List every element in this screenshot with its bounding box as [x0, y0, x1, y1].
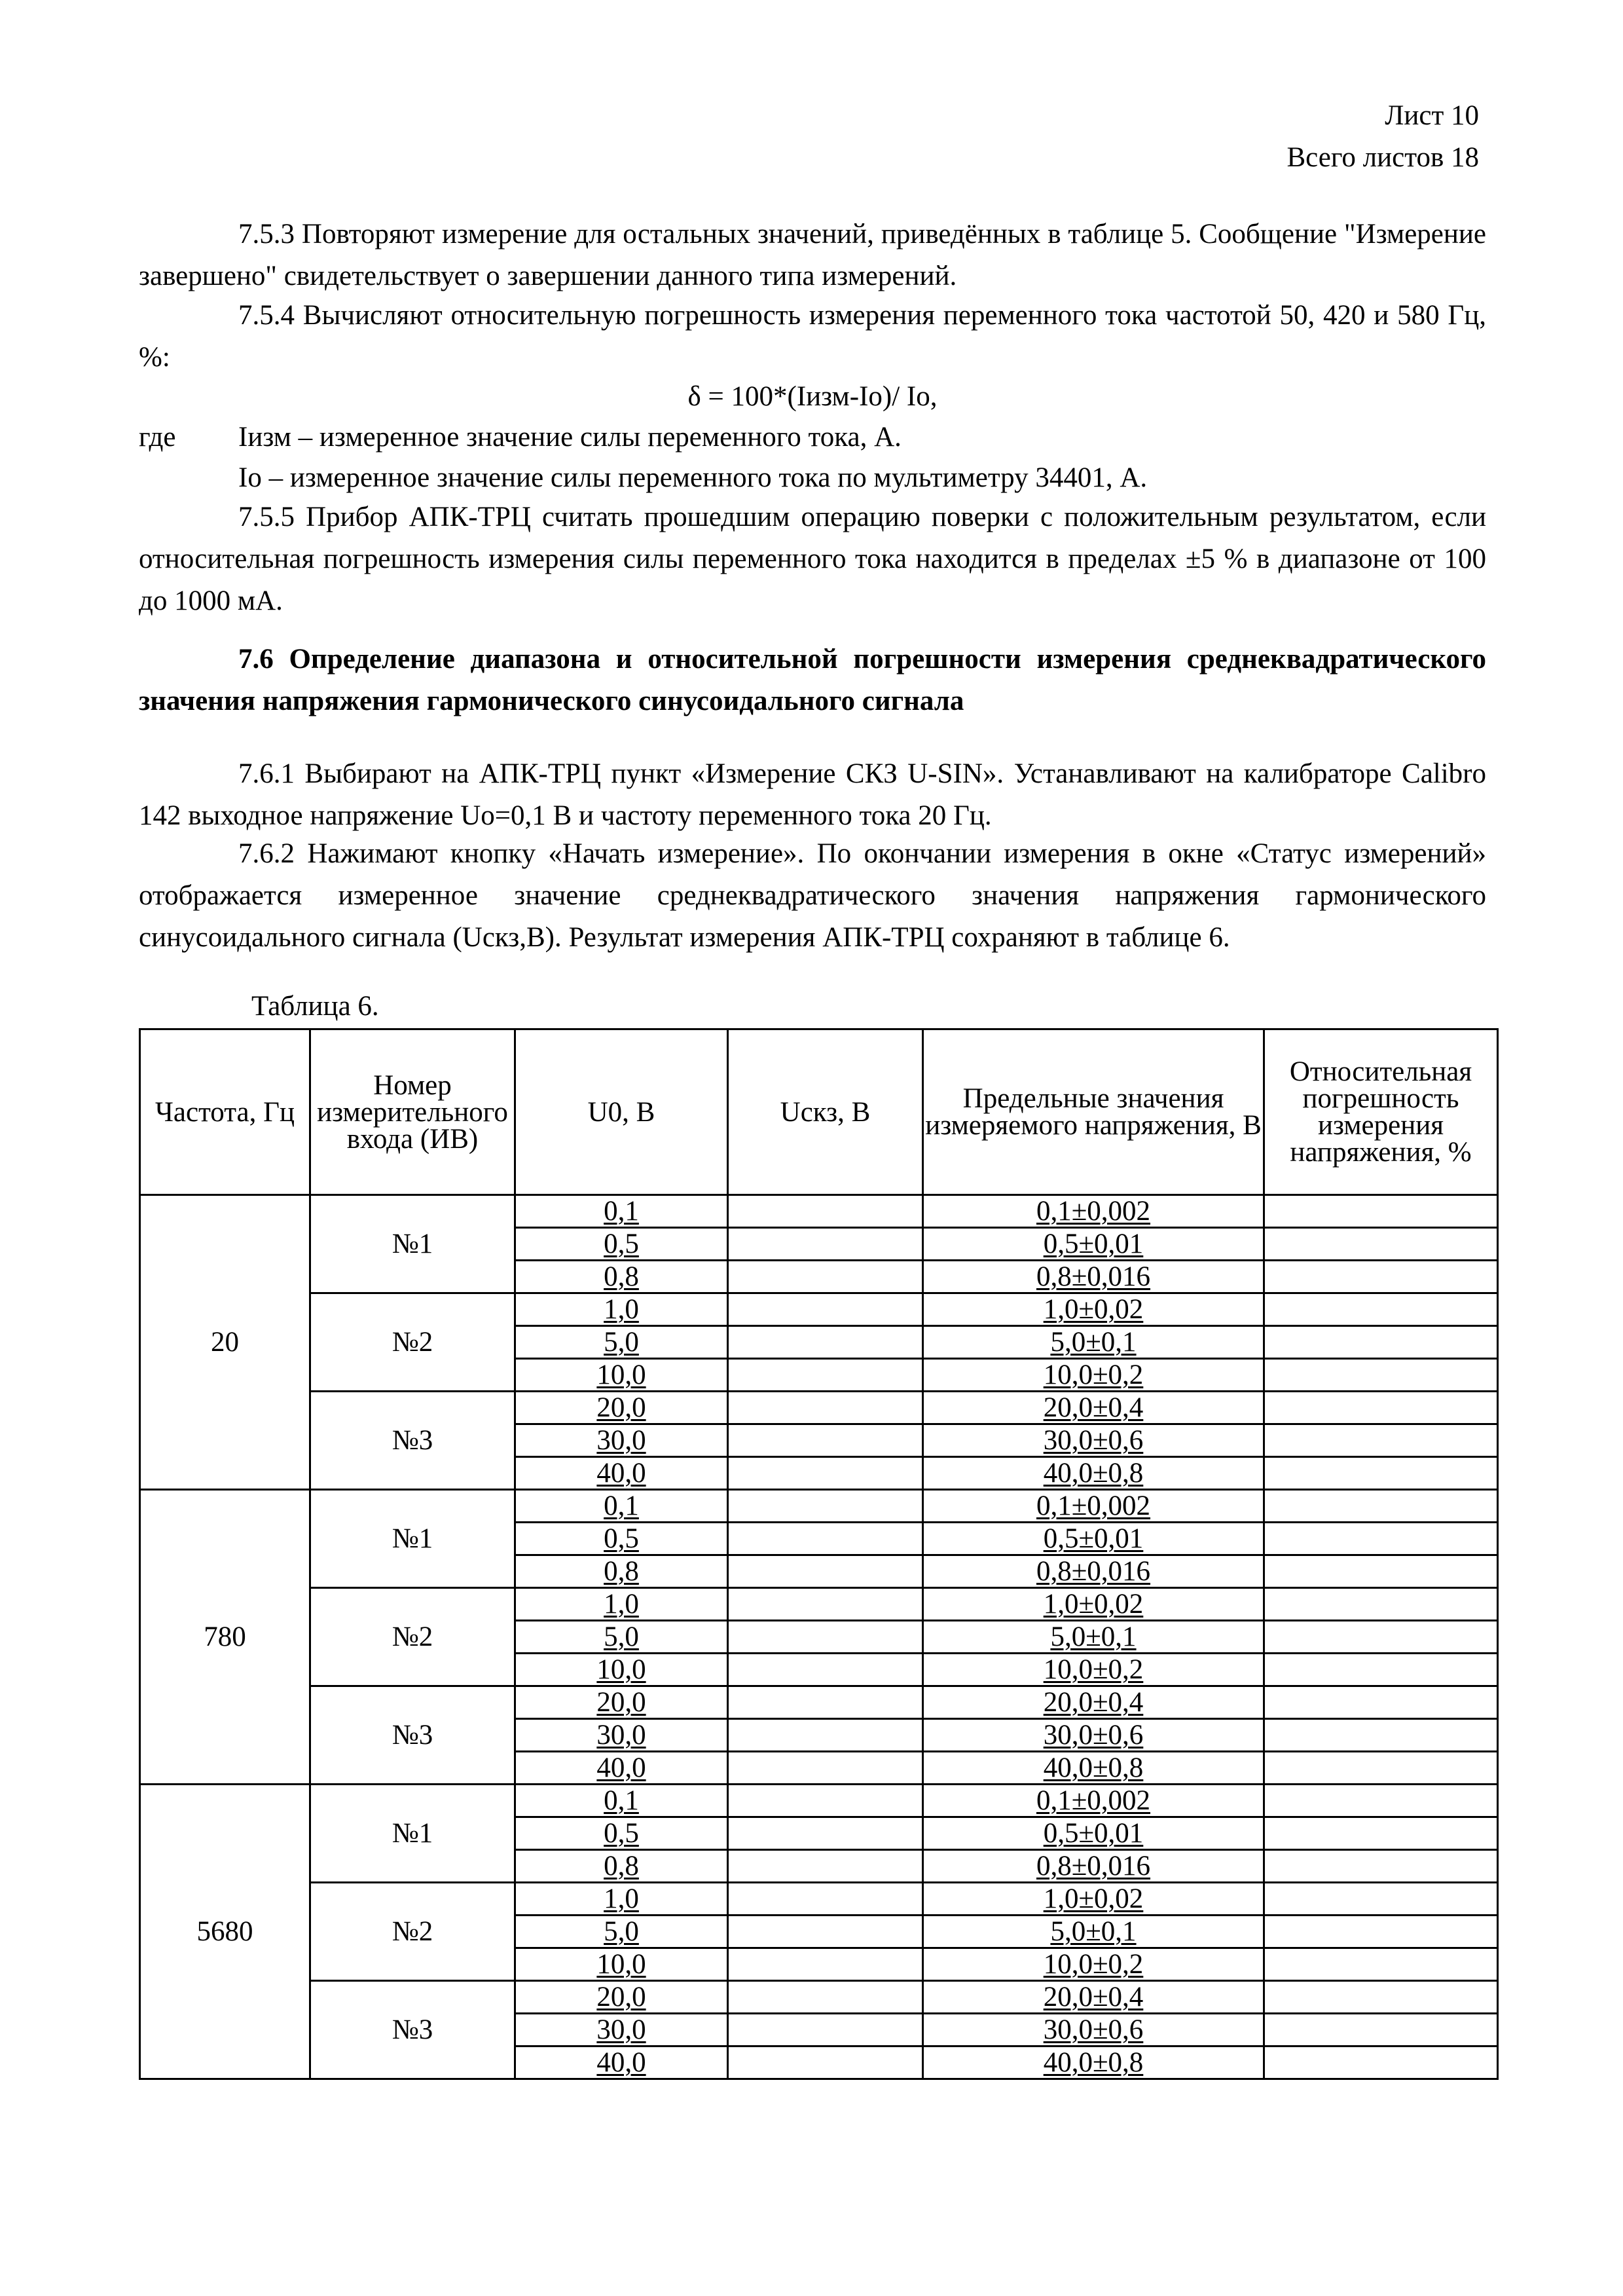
- u0-cell: 0,5: [515, 1523, 728, 1555]
- limit-cell: 0,8±0,016: [923, 1850, 1264, 1883]
- header-usk: Uскз, В: [728, 1029, 923, 1195]
- header-frequency: Частота, Гц: [140, 1029, 310, 1195]
- usk-cell: [728, 1850, 923, 1883]
- u0-cell: 1,0: [515, 1883, 728, 1916]
- error-cell: [1264, 1457, 1498, 1490]
- limit-cell: 30,0±0,6: [923, 2014, 1264, 2046]
- usk-cell: [728, 1326, 923, 1359]
- limit-cell: 1,0±0,02: [923, 1883, 1264, 1916]
- u0-cell: 40,0: [515, 2046, 728, 2079]
- usk-cell: [728, 1588, 923, 1621]
- limit-cell: 0,5±0,01: [923, 1817, 1264, 1850]
- u0-cell: 1,0: [515, 1293, 728, 1326]
- limit-cell: 40,0±0,8: [923, 2046, 1264, 2079]
- table-row: [140, 1686, 1498, 1719]
- u0-cell: 10,0: [515, 1948, 728, 1981]
- limit-cell: 0,1±0,002: [923, 1195, 1264, 1228]
- limit-cell: 5,0±0,1: [923, 1326, 1264, 1359]
- error-cell: [1264, 1555, 1498, 1588]
- limit-cell: 5,0±0,1: [923, 1916, 1264, 1948]
- limit-cell: 10,0±0,2: [923, 1654, 1264, 1686]
- frequency-cell: 5680: [140, 1785, 310, 2079]
- header-limits: Предельные значения измеряемого напряжения, В: [923, 1029, 1264, 1195]
- section-heading-7-6: 7.6 Определение диапазона и относительной погрешности измерения среднеквадратического значения напряжения гармонического синусоидального сигнала: [139, 644, 1486, 716]
- u0-cell: 0,1: [515, 1785, 728, 1817]
- formula: δ = 100*(Iизм-Io)/ Io,: [687, 381, 938, 412]
- paragraph-7-5-5: 7.5.5 Прибор АПК-ТРЦ считать прошедшим операцию поверки с положительным результатом, если относительная погрешность измерения силы переменного тока находится в пределах ±5 % в диапазоне от 100 до 1000 мА.: [139, 502, 1486, 616]
- header-input-number: Номер измерительного входа (ИВ): [310, 1029, 515, 1195]
- limit-cell: 1,0±0,02: [923, 1588, 1264, 1621]
- paragraph-7-5-3: 7.5.3 Повторяют измерение для остальных значений, приведённых в таблице 5. Сообщение "Измерение завершено" свидетельствует о завершении данного типа измерений.: [139, 219, 1486, 291]
- input-number-cell: №3: [310, 1981, 515, 2079]
- error-cell: [1264, 1719, 1498, 1752]
- error-cell: [1264, 1424, 1498, 1457]
- error-cell: [1264, 1490, 1498, 1523]
- u0-cell: 5,0: [515, 1326, 728, 1359]
- limit-cell: 10,0±0,2: [923, 1359, 1264, 1392]
- error-cell: [1264, 1817, 1498, 1850]
- limit-cell: 0,5±0,01: [923, 1228, 1264, 1261]
- error-cell: [1264, 1981, 1498, 2014]
- usk-cell: [728, 1195, 923, 1228]
- error-cell: [1264, 2046, 1498, 2079]
- limit-cell: 0,8±0,016: [923, 1261, 1264, 1293]
- frequency-cell: 780: [140, 1490, 310, 1785]
- limit-cell: 5,0±0,1: [923, 1621, 1264, 1654]
- limit-cell: 0,5±0,01: [923, 1523, 1264, 1555]
- table-row: [140, 1883, 1498, 1916]
- usk-cell: [728, 1719, 923, 1752]
- usk-cell: [728, 1948, 923, 1981]
- error-cell: [1264, 1588, 1498, 1621]
- limit-cell: 40,0±0,8: [923, 1752, 1264, 1785]
- u0-cell: 40,0: [515, 1752, 728, 1785]
- error-cell: [1264, 1392, 1498, 1424]
- error-cell: [1264, 1523, 1498, 1555]
- error-cell: [1264, 1686, 1498, 1719]
- table-6: [139, 1028, 1499, 2080]
- limit-cell: 40,0±0,8: [923, 1457, 1264, 1490]
- u0-cell: 0,1: [515, 1195, 728, 1228]
- error-cell: [1264, 1293, 1498, 1326]
- limit-cell: 20,0±0,4: [923, 1686, 1264, 1719]
- frequency-cell: 20: [140, 1195, 310, 1490]
- table-row: [140, 1490, 1498, 1523]
- usk-cell: [728, 1359, 923, 1392]
- input-number-cell: №3: [310, 1392, 515, 1490]
- table-row: [140, 1195, 1498, 1228]
- input-number-cell: №2: [310, 1293, 515, 1392]
- u0-cell: 30,0: [515, 2014, 728, 2046]
- sheet-number: Лист 10: [1385, 100, 1479, 131]
- usk-cell: [728, 1555, 923, 1588]
- usk-cell: [728, 1621, 923, 1654]
- table-header-row: [140, 1029, 1498, 1195]
- usk-cell: [728, 1293, 923, 1326]
- u0-cell: 30,0: [515, 1424, 728, 1457]
- u0-cell: 20,0: [515, 1686, 728, 1719]
- u0-cell: 30,0: [515, 1719, 728, 1752]
- u0-cell: 10,0: [515, 1359, 728, 1392]
- u0-cell: 0,1: [515, 1490, 728, 1523]
- limit-cell: 30,0±0,6: [923, 1719, 1264, 1752]
- error-cell: [1264, 1621, 1498, 1654]
- header-u0: U0, В: [515, 1029, 728, 1195]
- usk-cell: [728, 1424, 923, 1457]
- limit-cell: 0,8±0,016: [923, 1555, 1264, 1588]
- paragraph-7-5-4: 7.5.4 Вычисляют относительную погрешность измерения переменного тока частотой 50, 420 и 580 Гц, %:: [139, 300, 1486, 373]
- u0-cell: 5,0: [515, 1621, 728, 1654]
- table-caption: Таблица 6.: [251, 991, 379, 1022]
- where-definition-1: Iизм – измеренное значение силы переменного тока, А.: [238, 422, 902, 453]
- usk-cell: [728, 1817, 923, 1850]
- input-number-cell: №3: [310, 1686, 515, 1785]
- u0-cell: 0,8: [515, 1850, 728, 1883]
- input-number-cell: №2: [310, 1588, 515, 1686]
- usk-cell: [728, 1523, 923, 1555]
- error-cell: [1264, 1916, 1498, 1948]
- table-row: [140, 1392, 1498, 1424]
- u0-cell: 5,0: [515, 1916, 728, 1948]
- u0-cell: 0,8: [515, 1261, 728, 1293]
- usk-cell: [728, 2046, 923, 2079]
- usk-cell: [728, 1261, 923, 1293]
- table-row: [140, 1293, 1498, 1326]
- error-cell: [1264, 1752, 1498, 1785]
- table-row: [140, 1981, 1498, 2014]
- limit-cell: 30,0±0,6: [923, 1424, 1264, 1457]
- where-definition-2: Io – измеренное значение силы переменного тока по мультиметру 34401, А.: [238, 462, 1148, 493]
- usk-cell: [728, 1228, 923, 1261]
- usk-cell: [728, 1785, 923, 1817]
- u0-cell: 40,0: [515, 1457, 728, 1490]
- limit-cell: 20,0±0,4: [923, 1981, 1264, 2014]
- usk-cell: [728, 1654, 923, 1686]
- error-cell: [1264, 1785, 1498, 1817]
- error-cell: [1264, 1261, 1498, 1293]
- usk-cell: [728, 1392, 923, 1424]
- error-cell: [1264, 1948, 1498, 1981]
- where-label: где: [139, 422, 176, 453]
- error-cell: [1264, 1195, 1498, 1228]
- limit-cell: 10,0±0,2: [923, 1948, 1264, 1981]
- paragraph-7-6-1: 7.6.1 Выбирают на АПК-ТРЦ пункт «Измерение СКЗ U-SIN». Устанавливают на калибраторе Calibro 142 выходное напряжение Uo=0,1 В и частоту переменного тока 20 Гц.: [139, 758, 1486, 831]
- error-cell: [1264, 2014, 1498, 2046]
- u0-cell: 0,5: [515, 1817, 728, 1850]
- usk-cell: [728, 1981, 923, 2014]
- usk-cell: [728, 2014, 923, 2046]
- u0-cell: 0,8: [515, 1555, 728, 1588]
- limit-cell: 1,0±0,02: [923, 1293, 1264, 1326]
- u0-cell: 20,0: [515, 1392, 728, 1424]
- u0-cell: 1,0: [515, 1588, 728, 1621]
- u0-cell: 10,0: [515, 1654, 728, 1686]
- usk-cell: [728, 1686, 923, 1719]
- error-cell: [1264, 1228, 1498, 1261]
- error-cell: [1264, 1850, 1498, 1883]
- u0-cell: 0,5: [515, 1228, 728, 1261]
- usk-cell: [728, 1752, 923, 1785]
- header-relative-error: Относительная погрешность измерения напряжения, %: [1264, 1029, 1498, 1195]
- error-cell: [1264, 1654, 1498, 1686]
- usk-cell: [728, 1490, 923, 1523]
- paragraph-7-6-2: 7.6.2 Нажимают кнопку «Начать измерение». По окончании измерения в окне «Статус измерений» отображается измеренное значение среднеквадратического значения напряжения гармонического синусоидального сигнала (Uскз,В). Результат измерения АПК-ТРЦ сохраняют в таблице 6.: [139, 838, 1486, 953]
- table-row: [140, 1588, 1498, 1621]
- table-row: [140, 1785, 1498, 1817]
- error-cell: [1264, 1883, 1498, 1916]
- limit-cell: 0,1±0,002: [923, 1785, 1264, 1817]
- usk-cell: [728, 1916, 923, 1948]
- input-number-cell: №1: [310, 1195, 515, 1293]
- input-number-cell: №2: [310, 1883, 515, 1981]
- u0-cell: 20,0: [515, 1981, 728, 2014]
- input-number-cell: №1: [310, 1490, 515, 1588]
- limit-cell: 0,1±0,002: [923, 1490, 1264, 1523]
- limit-cell: 20,0±0,4: [923, 1392, 1264, 1424]
- usk-cell: [728, 1883, 923, 1916]
- usk-cell: [728, 1457, 923, 1490]
- error-cell: [1264, 1359, 1498, 1392]
- total-sheets: Всего листов 18: [1286, 142, 1479, 173]
- input-number-cell: №1: [310, 1785, 515, 1883]
- error-cell: [1264, 1326, 1498, 1359]
